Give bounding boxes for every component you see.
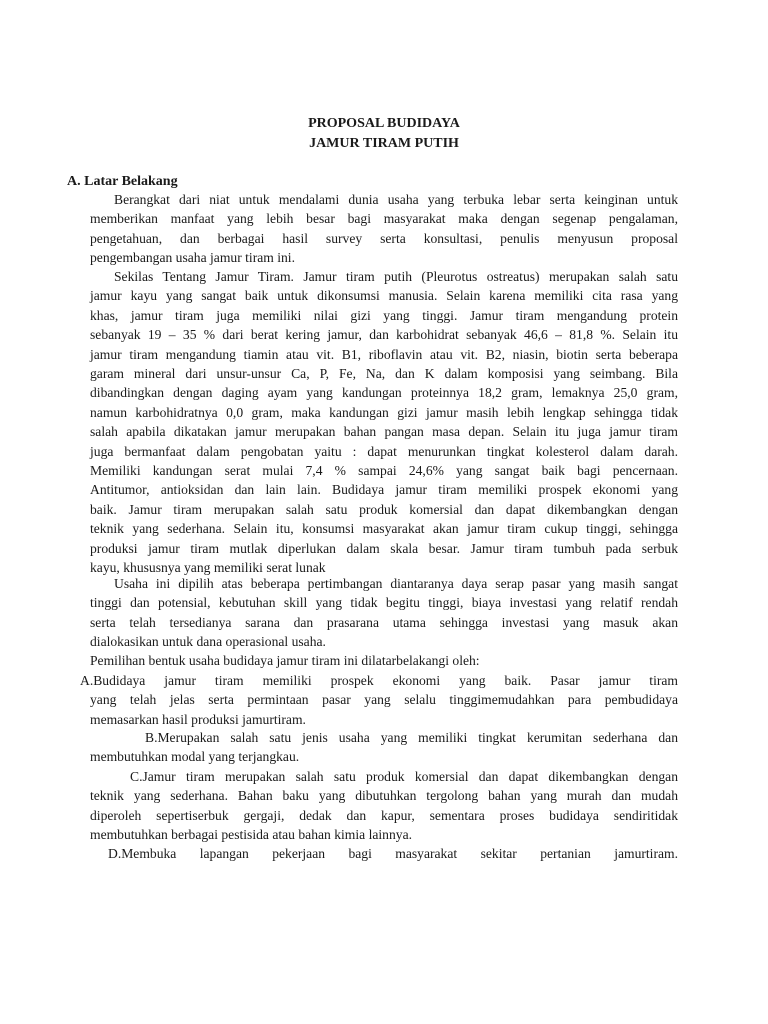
list-item-a [80, 671, 678, 729]
text-line: pengembangan usaha jamur tiram ini. [90, 250, 295, 266]
text-line: membutuhkan modal yang terjangkau. [90, 749, 300, 765]
text-line: namun karbohidratnya 0,0 gram, maka kandungan gizi jamur masih lebih lengkap sehingga tidak [90, 404, 678, 420]
paragraph-reasons-intro [90, 651, 678, 670]
text-line: garam mineral dari unsur-unsur Ca, P, Fe, Na, dan K dalam komposisi yang seimbang. Bila [90, 366, 678, 382]
text-line: diperoleh sepertiserbuk gergaji, dedak dan kapur, sementara proses budidaya sendiritidak [90, 807, 678, 823]
text-line: C.Jamur tiram merupakan salah satu produk komersial dan dapat dikembangkan dengan [130, 769, 678, 784]
text-line: A.Budidaya jamur tiram memiliki prospek ekonomi yang baik. Pasar jamur tiram [80, 673, 678, 688]
text-line: Memiliki kandungan serat mulai 7,4 % sampai 24,6% yang sangat baik bagi pencernaan. [90, 463, 678, 479]
list-item-b [90, 728, 678, 767]
text-line: Pemilihan bentuk usaha budidaya jamur tiram ini dilatarbelakangi oleh: [90, 653, 480, 668]
text-line: teknik yang sederhana. Selain itu, konsumsi masyarakat akan jamur tiram cukup tinggi, sehingga [90, 521, 678, 537]
text-line: B.Merupakan salah satu jenis usaha yang memiliki tingkat kerumitan sederhana dan [145, 730, 678, 745]
text-line: yang telah jelas serta permintaan pasar yang selalu tinggimemudahkan para pembudidaya [90, 692, 678, 708]
text-line: khas, jamur tiram juga memiliki nilai gizi yang tinggi. Jamur tiram mengandung protein [90, 307, 678, 323]
text-line: teknik yang sederhana. Bahan baku yang dibutuhkan tergolong bahan yang murah dan mudah [90, 788, 678, 804]
text-line: membutuhkan berbagai pestisida atau bahan kimia lainnya. [90, 827, 412, 843]
text-line: sebanyak 19 – 35 % dari berat kering jamur, dan karbohidrat sebanyak 46,6 – 81,8 %. Selain itu [90, 327, 678, 343]
text-line: memasarkan hasil produksi jamurtiram. [90, 711, 306, 727]
text-line: pengetahuan, dan berbagai hasil survey serta konsultasi, penulis menyusun proposal [90, 230, 678, 246]
text-line: jamur tiram mengandung tiamin atau vit. B1, riboflavin atau vit. B2, niasin, biotin serta beberapa [90, 346, 678, 362]
document-subtitle: JAMUR TIRAM PUTIH [309, 136, 459, 151]
text-line: juga bermanfaat dalam pengobatan yaitu : dapat menurunkan tingkat kolesterol dalam darah. [90, 443, 678, 459]
text-line: Berangkat dari niat untuk mendalami dunia usaha yang terbuka lebar serta keinginan untuk [114, 192, 678, 207]
text-line: memberikan manfaat yang lebih besar bagi masyarakat maka dengan segenap pengalaman, [90, 211, 678, 227]
list-item-d [90, 844, 678, 863]
list-item-c [90, 767, 678, 845]
paragraph-intro [90, 190, 678, 268]
text-line: Sekilas Tentang Jamur Tiram. Jamur tiram putih (Pleurotus ostreatus) merupakan salah satu [114, 269, 678, 284]
paragraph-considerations [90, 574, 678, 652]
text-line: tinggi dan potensial, kebutuhan skill yang tidak begitu tinggi, biaya investasi yang relatif rendah [90, 595, 678, 611]
text-line: dialokasikan untuk dana operasional usaha. [90, 634, 326, 650]
text-line: dibandingkan dengan daging ayam yang kandungan proteinnya 18,2 gram, lemaknya 25,0 gram, [90, 385, 678, 401]
text-line: baik. Jamur tiram merupakan salah satu produk komersial dan dapat dikembangkan dengan [90, 501, 678, 517]
paragraph-overview [90, 267, 678, 578]
text-line: D.Membuka lapangan pekerjaan bagi masyarakat sekitar pertanian jamurtiram. [108, 846, 678, 861]
text-line: salah apabila dikatakan jamur merupakan bahan pangan masa depan. Selain itu juga jamur tiram [90, 424, 678, 440]
section-heading: A. Latar Belakang [67, 174, 178, 189]
document-title: PROPOSAL BUDIDAYA [308, 116, 460, 131]
text-line: produksi jamur tiram mutlak diperlukan dalam skala besar. Jamur tiram tumbuh pada serbuk [90, 540, 678, 556]
text-line: kayu, khususnya yang memiliki serat lunak [90, 560, 326, 576]
text-line: jamur kayu yang sangat baik untuk dikonsumsi manusia. Selain karena memiliki cita rasa yang [90, 288, 678, 304]
text-line: Usaha ini dipilih atas beberapa pertimbangan diantaranya daya serap pasar yang masih sangat [114, 576, 678, 591]
text-line: serta telah tersedianya sarana dan prasarana utama sehingga investasi yang masuk akan [90, 614, 678, 630]
text-line: Antitumor, antioksidan dan lain lain. Budidaya jamur tiram memiliki prospek ekonomi yang [90, 482, 678, 498]
